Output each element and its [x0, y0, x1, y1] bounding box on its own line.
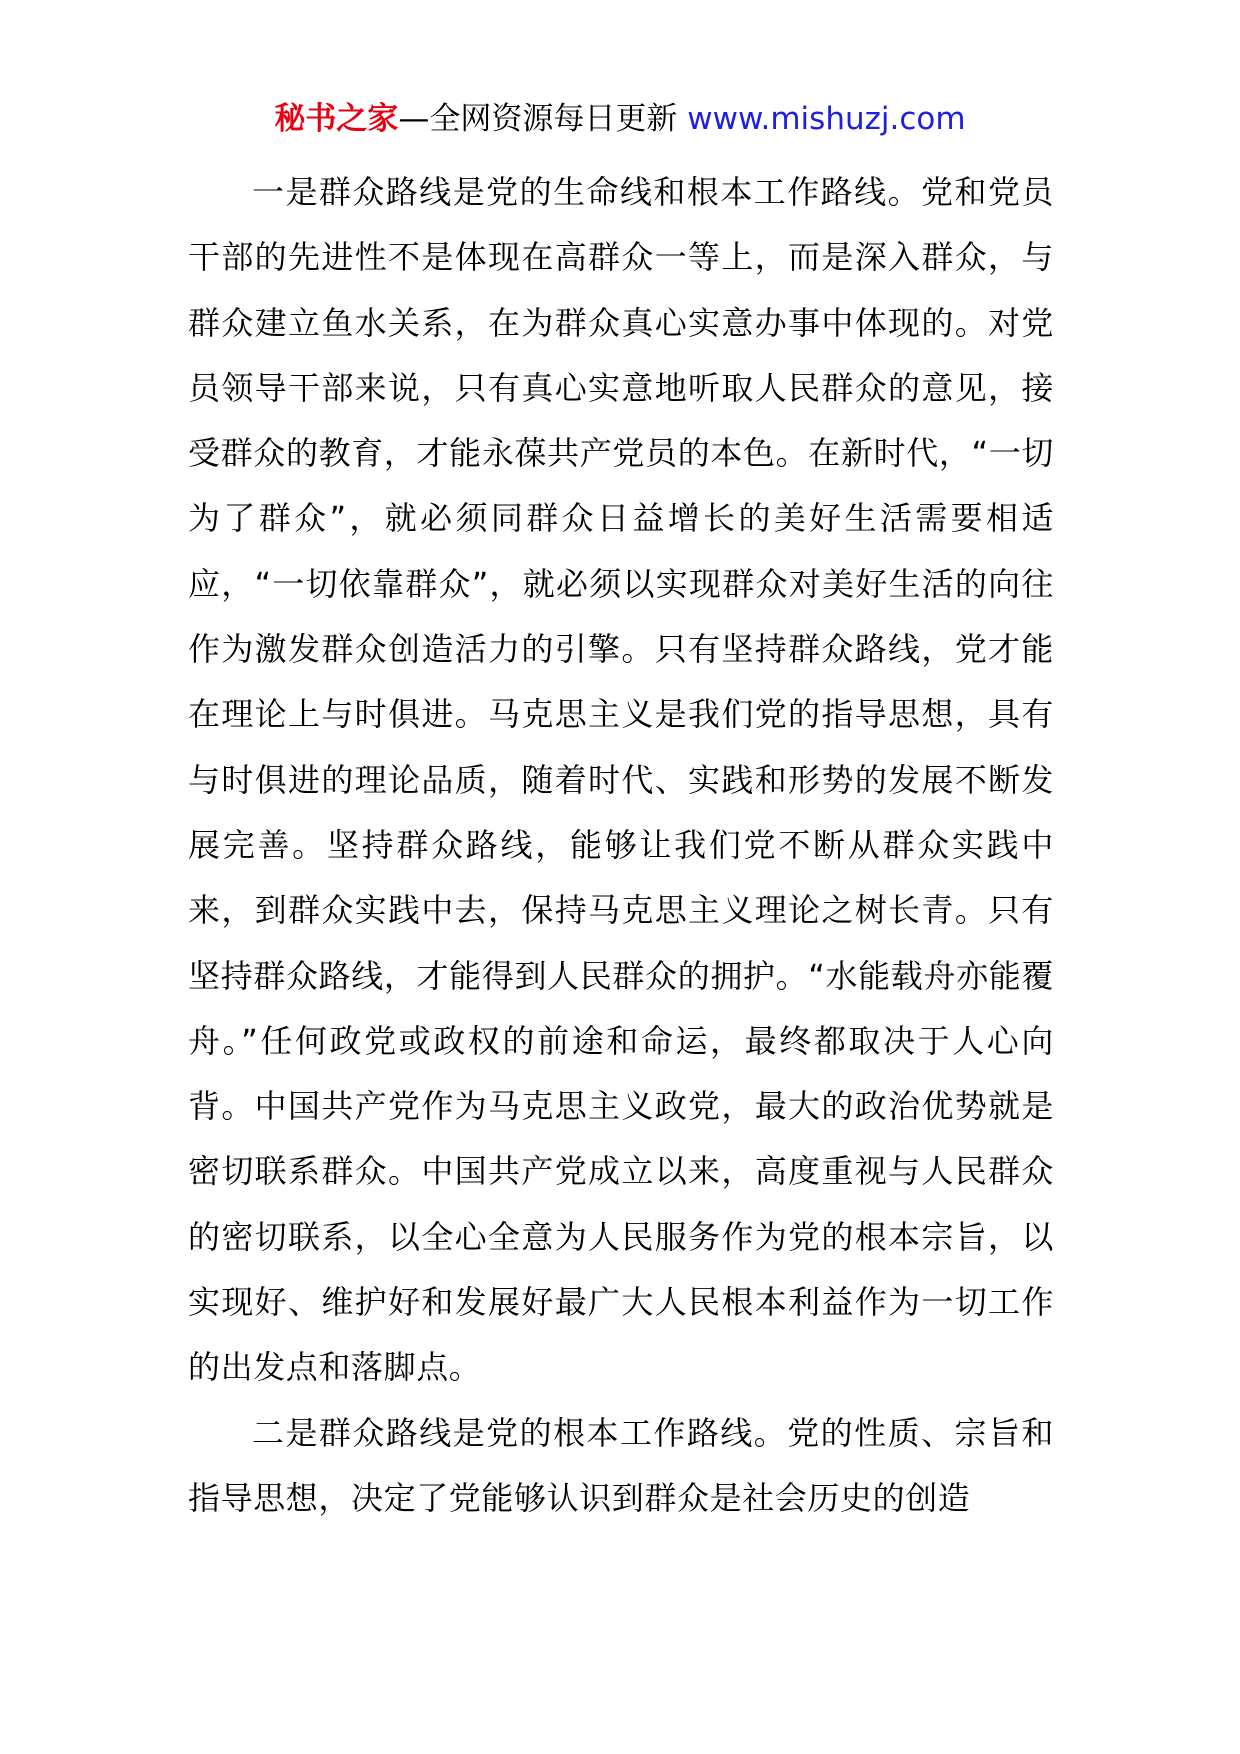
header-tagline: —全网资源每日更新: [398, 101, 678, 137]
brand-name: 秘书之家: [274, 101, 399, 137]
paragraph-1: 一是群众路线是党的生命线和根本工作路线。党和党员干部的先进性不是体现在高群众一等上，而是深入群众，与群众建立鱼水关系，在为群众真心实意办事中体现的。对党员领导干部来说，只有真心实意地听取人民群众的意见，接受群众的教育，才能永葆共产党员的本色。在新时代，“一切为了群众”，就必须同群众日益增长的美好生活需要相适应，“一切依靠群众”，就必须以实现群众对美好生活的向往作为激发群众创造活力的引擎。只有坚持群众路线，党才能在理论上与时俱进。马克思主义是我们党的指导思想，具有与时俱进的理论品质，随着时代、实践和形势的发展不断发展完善。坚持群众路线，能够让我们党不断从群众实践中来，到群众实践中去，保持马克思主义理论之树长青。只有坚持群众路线，才能得到人民群众的拥护。“水能载舟亦能覆舟。”任何政党或政权的前途和命运，最终都取决于人心向背。中国共产党作为马克思主义政党，最大的政治优势就是密切联系群众。中国共产党成立以来，高度重视与人民群众的密切联系，以全心全意为人民服务作为党的根本宗旨，以实现好、维护好和发展好最广大人民根本利益作为一切工作的出发点和落脚点。: [188, 173, 1054, 1387]
site-header: [0, 98, 1240, 140]
site-url-link[interactable]: www.mishuzj.com: [687, 101, 966, 137]
paragraph-2: 二是群众路线是党的根本工作路线。党的性质、宗旨和指导思想，决定了党能够认识到群众是社会历史的创造: [188, 1413, 1054, 1517]
document-body: [188, 160, 1054, 1531]
